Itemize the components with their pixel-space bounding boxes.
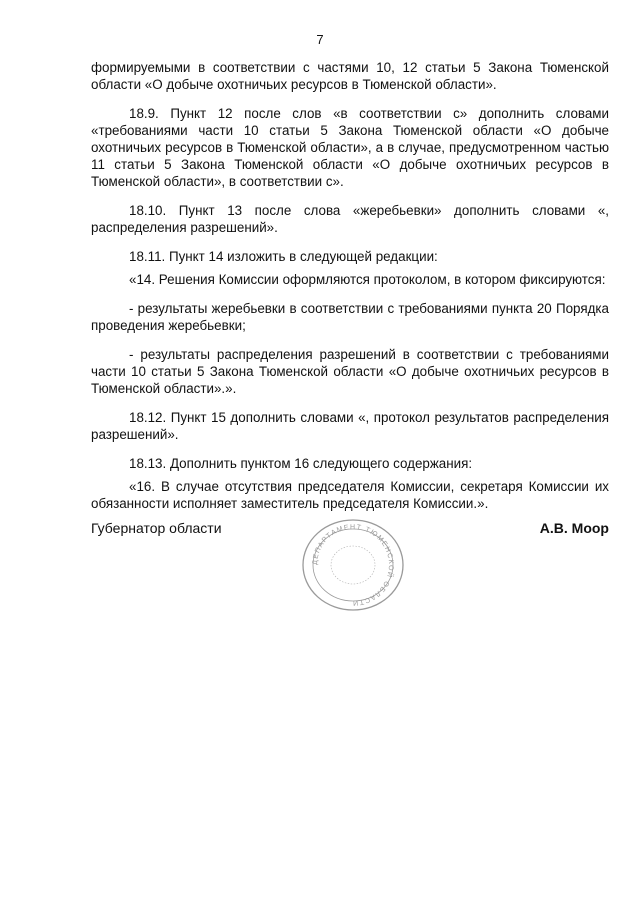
svg-text:ДЕПАРТАМЕНТ ТЮМЕНСКОЙ ОБЛАСТИ	[312, 524, 395, 606]
seal-text: ДЕПАРТАМЕНТ ТЮМЕНСКОЙ ОБЛАСТИ	[311, 523, 395, 607]
paragraph-continuation: формируемыми в соответствии с частями 10, 12 статьи 5 Закона Тюменской области «О добыче охотничьих ресурсов в Тюменской области».	[91, 60, 609, 92]
signature-block	[91, 517, 609, 613]
paragraph-item-16: «16. В случае отсутствия председателя Комиссии, секретаря Комиссии их обязанности исполняет заместитель председателя Комиссии.».	[91, 479, 609, 511]
paragraph-18-12: 18.12. Пункт 15 дополнить словами «, протокол результатов распределения разрешений».	[91, 410, 609, 442]
paragraph-item-14-bullet-1: - результаты жеребьевки в соответствии с требованиями пункта 20 Порядка проведения жеребьевки;	[91, 301, 609, 333]
paragraph-18-10: 18.10. Пункт 13 после слова «жеребьевки» дополнить словами «, распределения разрешений».	[91, 203, 609, 235]
signer-title: Губернатор области	[91, 520, 222, 536]
paragraph-item-14-bullet-2: - результаты распределения разрешений в соответствии с требованиями части 10 статьи 5 Закона Тюменской области «О добыче охотничьих ресурсов в Тюменской области».».	[91, 347, 609, 396]
signer-name: А.В. Моор	[539, 520, 609, 536]
paragraph-18-11: 18.11. Пункт 14 изложить в следующей редакции:	[129, 249, 438, 264]
document-body	[91, 59, 609, 524]
paragraph-18-9: 18.9. Пункт 12 после слов «в соответствии с» дополнить словами «требованиями части 10 статьи 5 Закона Тюменской области «О добыче охотничьих ресурсов в Тюменской области», а в случае, предусмотренном частью 11 статьи 5 Закона Тюменской области «О добыче охотничьих ресурсов в Тюменской области», в соответствии с».	[91, 106, 609, 189]
paragraph-item-14: «14. Решения Комиссии оформляются протоколом, в котором фиксируются:	[129, 272, 606, 287]
official-seal	[298, 517, 408, 613]
page-number: 7	[316, 32, 324, 47]
paragraph-18-13: 18.13. Дополнить пунктом 16 следующего содержания:	[129, 456, 473, 471]
